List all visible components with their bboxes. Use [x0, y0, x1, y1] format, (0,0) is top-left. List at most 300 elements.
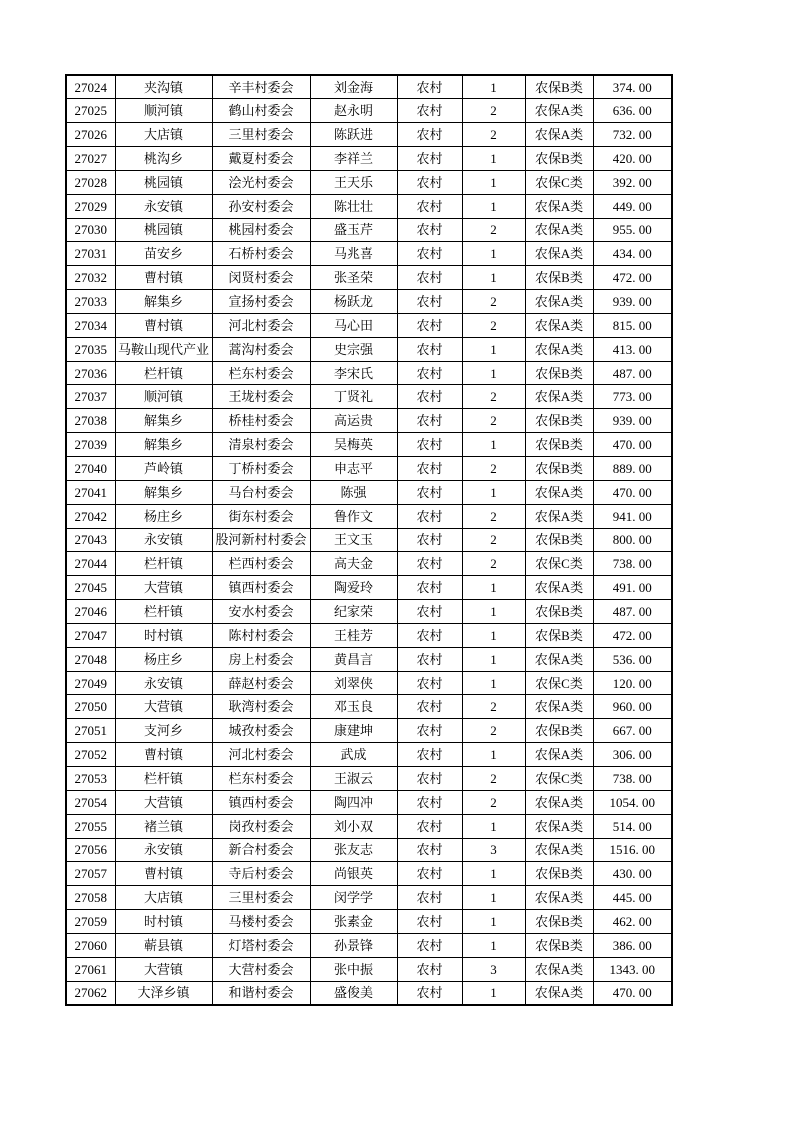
cell-type: 农村 — [397, 647, 462, 671]
cell-id: 27038 — [66, 409, 115, 433]
cell-amount: 773. 00 — [593, 385, 672, 409]
cell-count: 1 — [462, 147, 525, 171]
cell-id: 27026 — [66, 123, 115, 147]
cell-name: 吴梅英 — [310, 433, 397, 457]
cell-category: 农保A类 — [525, 957, 593, 981]
cell-type: 农村 — [397, 480, 462, 504]
table-row — [66, 814, 672, 838]
cell-town: 永安镇 — [115, 671, 212, 695]
cell-type: 农村 — [397, 361, 462, 385]
cell-village: 和谐村委会 — [212, 981, 310, 1005]
cell-town: 解集乡 — [115, 409, 212, 433]
cell-type: 农村 — [397, 552, 462, 576]
cell-category: 农保A类 — [525, 313, 593, 337]
cell-name: 张友志 — [310, 838, 397, 862]
cell-category: 农保A类 — [525, 743, 593, 767]
cell-type: 农村 — [397, 337, 462, 361]
table-row — [66, 266, 672, 290]
table-row — [66, 743, 672, 767]
cell-category: 农保A类 — [525, 695, 593, 719]
cell-amount: 413. 00 — [593, 337, 672, 361]
cell-category: 农保B类 — [525, 623, 593, 647]
cell-category: 农保A类 — [525, 337, 593, 361]
cell-village: 王垅村委会 — [212, 385, 310, 409]
cell-count: 3 — [462, 838, 525, 862]
cell-name: 闵学学 — [310, 886, 397, 910]
cell-category: 农保C类 — [525, 671, 593, 695]
cell-id: 27044 — [66, 552, 115, 576]
cell-type: 农村 — [397, 862, 462, 886]
cell-village: 河北村委会 — [212, 743, 310, 767]
cell-amount: 955. 00 — [593, 218, 672, 242]
cell-category: 农保A类 — [525, 981, 593, 1005]
cell-count: 1 — [462, 337, 525, 361]
cell-village: 马台村委会 — [212, 480, 310, 504]
cell-id: 27061 — [66, 957, 115, 981]
cell-village: 栏东村委会 — [212, 766, 310, 790]
cell-village: 三里村委会 — [212, 123, 310, 147]
table-row — [66, 600, 672, 624]
cell-town: 褚兰镇 — [115, 814, 212, 838]
cell-category: 农保B类 — [525, 433, 593, 457]
cell-village: 耿湾村委会 — [212, 695, 310, 719]
cell-category: 农保C类 — [525, 766, 593, 790]
cell-name: 王淑云 — [310, 766, 397, 790]
cell-type: 农村 — [397, 242, 462, 266]
cell-count: 1 — [462, 647, 525, 671]
cell-amount: 420. 00 — [593, 147, 672, 171]
cell-name: 黄昌言 — [310, 647, 397, 671]
cell-amount: 472. 00 — [593, 623, 672, 647]
cell-id: 27042 — [66, 504, 115, 528]
cell-town: 夹沟镇 — [115, 75, 212, 99]
cell-id: 27037 — [66, 385, 115, 409]
cell-id: 27062 — [66, 981, 115, 1005]
table-row — [66, 790, 672, 814]
cell-type: 农村 — [397, 886, 462, 910]
cell-type: 农村 — [397, 170, 462, 194]
table-row — [66, 766, 672, 790]
cell-count: 2 — [462, 504, 525, 528]
cell-name: 纪家荣 — [310, 600, 397, 624]
cell-category: 农保A类 — [525, 218, 593, 242]
cell-town: 大营镇 — [115, 695, 212, 719]
cell-amount: 1343. 00 — [593, 957, 672, 981]
cell-town: 曹村镇 — [115, 266, 212, 290]
cell-id: 27053 — [66, 766, 115, 790]
cell-amount: 800. 00 — [593, 528, 672, 552]
cell-name: 盛玉芹 — [310, 218, 397, 242]
cell-town: 大店镇 — [115, 123, 212, 147]
table-row — [66, 957, 672, 981]
table-row — [66, 719, 672, 743]
cell-category: 农保A类 — [525, 242, 593, 266]
cell-village: 薛赵村委会 — [212, 671, 310, 695]
cell-type: 农村 — [397, 576, 462, 600]
cell-type: 农村 — [397, 409, 462, 433]
table-row — [66, 647, 672, 671]
cell-id: 27033 — [66, 290, 115, 314]
cell-name: 申志平 — [310, 457, 397, 481]
cell-town: 栏杆镇 — [115, 361, 212, 385]
cell-amount: 732. 00 — [593, 123, 672, 147]
cell-count: 1 — [462, 75, 525, 99]
cell-count: 2 — [462, 385, 525, 409]
cell-count: 1 — [462, 480, 525, 504]
cell-town: 时村镇 — [115, 623, 212, 647]
cell-count: 1 — [462, 933, 525, 957]
cell-name: 杨跃龙 — [310, 290, 397, 314]
cell-name: 王文玉 — [310, 528, 397, 552]
cell-village: 浍光村委会 — [212, 170, 310, 194]
table-row — [66, 147, 672, 171]
cell-type: 农村 — [397, 600, 462, 624]
cell-town: 桃园镇 — [115, 170, 212, 194]
table-row — [66, 99, 672, 123]
table-row — [66, 457, 672, 481]
cell-type: 农村 — [397, 981, 462, 1005]
cell-category: 农保B类 — [525, 409, 593, 433]
cell-village: 马楼村委会 — [212, 910, 310, 934]
table-row — [66, 385, 672, 409]
cell-id: 27027 — [66, 147, 115, 171]
cell-type: 农村 — [397, 623, 462, 647]
cell-count: 1 — [462, 600, 525, 624]
cell-name: 赵永明 — [310, 99, 397, 123]
cell-village: 清泉村委会 — [212, 433, 310, 457]
cell-category: 农保A类 — [525, 576, 593, 600]
cell-town: 大泽乡镇 — [115, 981, 212, 1005]
cell-town: 芦岭镇 — [115, 457, 212, 481]
cell-amount: 392. 00 — [593, 170, 672, 194]
cell-name: 鲁作文 — [310, 504, 397, 528]
cell-town: 永安镇 — [115, 838, 212, 862]
table-row — [66, 504, 672, 528]
cell-amount: 941. 00 — [593, 504, 672, 528]
cell-town: 曹村镇 — [115, 862, 212, 886]
cell-count: 2 — [462, 409, 525, 433]
table-row — [66, 170, 672, 194]
cell-name: 丁贤礼 — [310, 385, 397, 409]
cell-id: 27024 — [66, 75, 115, 99]
cell-name: 刘翠侠 — [310, 671, 397, 695]
cell-town: 蕲县镇 — [115, 933, 212, 957]
cell-amount: 939. 00 — [593, 290, 672, 314]
cell-count: 2 — [462, 719, 525, 743]
cell-id: 27047 — [66, 623, 115, 647]
cell-name: 张圣荣 — [310, 266, 397, 290]
cell-name: 盛俊美 — [310, 981, 397, 1005]
cell-village: 栏西村委会 — [212, 552, 310, 576]
cell-town: 顺河镇 — [115, 99, 212, 123]
cell-id: 27029 — [66, 194, 115, 218]
cell-name: 陈强 — [310, 480, 397, 504]
cell-count: 1 — [462, 743, 525, 767]
cell-village: 栏东村委会 — [212, 361, 310, 385]
cell-amount: 445. 00 — [593, 886, 672, 910]
cell-category: 农保B类 — [525, 862, 593, 886]
cell-village: 陈村村委会 — [212, 623, 310, 647]
cell-town: 苗安乡 — [115, 242, 212, 266]
cell-type: 农村 — [397, 933, 462, 957]
cell-name: 刘小双 — [310, 814, 397, 838]
cell-village: 新合村委会 — [212, 838, 310, 862]
cell-name: 李祥兰 — [310, 147, 397, 171]
cell-amount: 374. 00 — [593, 75, 672, 99]
cell-town: 顺河镇 — [115, 385, 212, 409]
table-body — [66, 75, 672, 1005]
cell-category: 农保A类 — [525, 99, 593, 123]
cell-id: 27040 — [66, 457, 115, 481]
table-row — [66, 886, 672, 910]
cell-count: 1 — [462, 361, 525, 385]
cell-id: 27030 — [66, 218, 115, 242]
cell-town: 大营镇 — [115, 790, 212, 814]
cell-amount: 470. 00 — [593, 981, 672, 1005]
cell-category: 农保A类 — [525, 290, 593, 314]
table-row — [66, 242, 672, 266]
cell-name: 李宋氏 — [310, 361, 397, 385]
cell-town: 解集乡 — [115, 290, 212, 314]
cell-count: 2 — [462, 790, 525, 814]
cell-count: 1 — [462, 981, 525, 1005]
cell-type: 农村 — [397, 910, 462, 934]
cell-town: 大营镇 — [115, 957, 212, 981]
cell-type: 农村 — [397, 719, 462, 743]
table-row — [66, 361, 672, 385]
table-row — [66, 671, 672, 695]
table-row — [66, 433, 672, 457]
cell-count: 1 — [462, 623, 525, 647]
cell-id: 27036 — [66, 361, 115, 385]
cell-amount: 472. 00 — [593, 266, 672, 290]
cell-id: 27048 — [66, 647, 115, 671]
cell-town: 栏杆镇 — [115, 600, 212, 624]
cell-name: 武成 — [310, 743, 397, 767]
cell-amount: 120. 00 — [593, 671, 672, 695]
cell-count: 1 — [462, 242, 525, 266]
table-row — [66, 623, 672, 647]
cell-town: 马鞍山现代产业 — [115, 337, 212, 361]
cell-amount: 960. 00 — [593, 695, 672, 719]
cell-village: 孙安村委会 — [212, 194, 310, 218]
cell-village: 灯塔村委会 — [212, 933, 310, 957]
cell-village: 桥桂村委会 — [212, 409, 310, 433]
cell-village: 房上村委会 — [212, 647, 310, 671]
table-row — [66, 75, 672, 99]
cell-village: 街东村委会 — [212, 504, 310, 528]
cell-type: 农村 — [397, 313, 462, 337]
cell-name: 刘金海 — [310, 75, 397, 99]
cell-name: 王天乐 — [310, 170, 397, 194]
cell-amount: 470. 00 — [593, 480, 672, 504]
cell-amount: 491. 00 — [593, 576, 672, 600]
cell-type: 农村 — [397, 838, 462, 862]
cell-type: 农村 — [397, 147, 462, 171]
cell-village: 城孜村委会 — [212, 719, 310, 743]
table-row — [66, 290, 672, 314]
cell-name: 史宗强 — [310, 337, 397, 361]
cell-name: 陶爱玲 — [310, 576, 397, 600]
cell-type: 农村 — [397, 194, 462, 218]
cell-count: 1 — [462, 814, 525, 838]
cell-category: 农保A类 — [525, 790, 593, 814]
cell-id: 27028 — [66, 170, 115, 194]
cell-village: 石桥村委会 — [212, 242, 310, 266]
cell-town: 大店镇 — [115, 886, 212, 910]
cell-amount: 514. 00 — [593, 814, 672, 838]
cell-count: 1 — [462, 886, 525, 910]
cell-type: 农村 — [397, 290, 462, 314]
cell-id: 27052 — [66, 743, 115, 767]
cell-village: 蒿沟村委会 — [212, 337, 310, 361]
cell-id: 27032 — [66, 266, 115, 290]
cell-count: 3 — [462, 957, 525, 981]
cell-amount: 1516. 00 — [593, 838, 672, 862]
cell-category: 农保B类 — [525, 457, 593, 481]
cell-id: 27054 — [66, 790, 115, 814]
cell-count: 1 — [462, 576, 525, 600]
cell-id: 27055 — [66, 814, 115, 838]
cell-name: 马兆喜 — [310, 242, 397, 266]
cell-village: 辛丰村委会 — [212, 75, 310, 99]
cell-category: 农保B类 — [525, 933, 593, 957]
cell-amount: 889. 00 — [593, 457, 672, 481]
cell-count: 1 — [462, 862, 525, 886]
table-row — [66, 194, 672, 218]
table-row — [66, 337, 672, 361]
cell-category: 农保A类 — [525, 814, 593, 838]
cell-village: 安水村委会 — [212, 600, 310, 624]
cell-count: 1 — [462, 170, 525, 194]
cell-type: 农村 — [397, 743, 462, 767]
cell-village: 戴夏村委会 — [212, 147, 310, 171]
cell-name: 张中振 — [310, 957, 397, 981]
cell-type: 农村 — [397, 99, 462, 123]
cell-count: 1 — [462, 671, 525, 695]
cell-id: 27059 — [66, 910, 115, 934]
cell-type: 农村 — [397, 385, 462, 409]
cell-id: 27043 — [66, 528, 115, 552]
table-row — [66, 933, 672, 957]
cell-type: 农村 — [397, 671, 462, 695]
cell-count: 2 — [462, 457, 525, 481]
cell-type: 农村 — [397, 218, 462, 242]
cell-category: 农保B类 — [525, 361, 593, 385]
cell-count: 2 — [462, 528, 525, 552]
cell-name: 高运贵 — [310, 409, 397, 433]
cell-village: 闵贤村委会 — [212, 266, 310, 290]
cell-count: 2 — [462, 99, 525, 123]
cell-name: 邓玉良 — [310, 695, 397, 719]
cell-village: 寺后村委会 — [212, 862, 310, 886]
cell-town: 杨庄乡 — [115, 504, 212, 528]
cell-category: 农保A类 — [525, 123, 593, 147]
cell-count: 1 — [462, 194, 525, 218]
cell-amount: 636. 00 — [593, 99, 672, 123]
cell-category: 农保A类 — [525, 838, 593, 862]
cell-name: 王桂芳 — [310, 623, 397, 647]
cell-town: 桃沟乡 — [115, 147, 212, 171]
cell-amount: 430. 00 — [593, 862, 672, 886]
cell-type: 农村 — [397, 814, 462, 838]
cell-count: 1 — [462, 266, 525, 290]
cell-name: 高夫金 — [310, 552, 397, 576]
cell-count: 2 — [462, 766, 525, 790]
cell-category: 农保B类 — [525, 266, 593, 290]
cell-id: 27060 — [66, 933, 115, 957]
cell-category: 农保A类 — [525, 385, 593, 409]
cell-category: 农保A类 — [525, 194, 593, 218]
table-row — [66, 695, 672, 719]
cell-id: 27058 — [66, 886, 115, 910]
table-row — [66, 218, 672, 242]
table-row — [66, 981, 672, 1005]
cell-id: 27034 — [66, 313, 115, 337]
cell-name: 张素金 — [310, 910, 397, 934]
cell-name: 陶四冲 — [310, 790, 397, 814]
cell-amount: 536. 00 — [593, 647, 672, 671]
cell-amount: 487. 00 — [593, 361, 672, 385]
cell-amount: 738. 00 — [593, 766, 672, 790]
cell-village: 岗孜村委会 — [212, 814, 310, 838]
cell-id: 27056 — [66, 838, 115, 862]
table-row — [66, 838, 672, 862]
cell-name: 马心田 — [310, 313, 397, 337]
cell-type: 农村 — [397, 266, 462, 290]
cell-amount: 487. 00 — [593, 600, 672, 624]
cell-village: 三里村委会 — [212, 886, 310, 910]
cell-count: 2 — [462, 218, 525, 242]
cell-id: 27041 — [66, 480, 115, 504]
cell-village: 河北村委会 — [212, 313, 310, 337]
table-row — [66, 552, 672, 576]
cell-type: 农村 — [397, 433, 462, 457]
cell-town: 杨庄乡 — [115, 647, 212, 671]
cell-type: 农村 — [397, 528, 462, 552]
cell-town: 栏杆镇 — [115, 552, 212, 576]
cell-town: 曹村镇 — [115, 743, 212, 767]
table-row — [66, 910, 672, 934]
cell-id: 27057 — [66, 862, 115, 886]
cell-id: 27045 — [66, 576, 115, 600]
cell-id: 27035 — [66, 337, 115, 361]
cell-town: 大营镇 — [115, 576, 212, 600]
cell-count: 2 — [462, 123, 525, 147]
cell-town: 桃园镇 — [115, 218, 212, 242]
cell-village: 镇西村委会 — [212, 576, 310, 600]
cell-amount: 470. 00 — [593, 433, 672, 457]
table-row — [66, 123, 672, 147]
cell-town: 永安镇 — [115, 194, 212, 218]
cell-category: 农保A类 — [525, 504, 593, 528]
cell-type: 农村 — [397, 790, 462, 814]
cell-village: 镇西村委会 — [212, 790, 310, 814]
cell-id: 27049 — [66, 671, 115, 695]
cell-town: 曹村镇 — [115, 313, 212, 337]
cell-type: 农村 — [397, 457, 462, 481]
cell-count: 1 — [462, 910, 525, 934]
cell-village: 大营村委会 — [212, 957, 310, 981]
cell-village: 宣扬村委会 — [212, 290, 310, 314]
cell-type: 农村 — [397, 504, 462, 528]
cell-count: 2 — [462, 695, 525, 719]
cell-town: 支河乡 — [115, 719, 212, 743]
cell-type: 农村 — [397, 123, 462, 147]
cell-count: 2 — [462, 290, 525, 314]
cell-category: 农保C类 — [525, 170, 593, 194]
cell-name: 陈壮壮 — [310, 194, 397, 218]
